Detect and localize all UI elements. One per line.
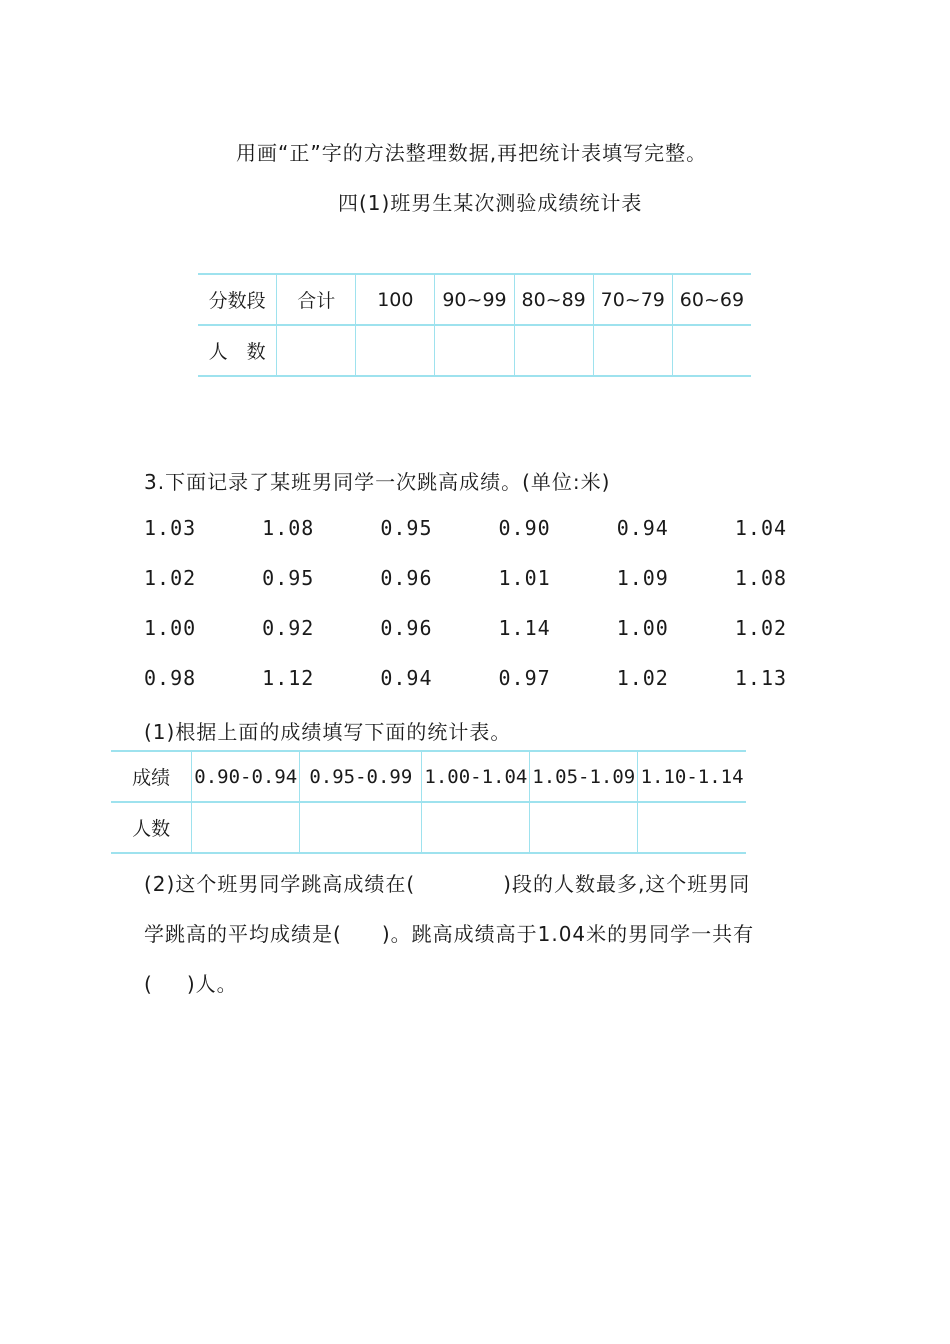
table1-row-label: 人 数: [198, 325, 277, 376]
table2-header-row: [111, 751, 746, 802]
table2-header-cell: 1.00-1.04: [422, 751, 530, 802]
data-value: 1.08: [734, 566, 788, 590]
table2-header-cell: 0.95-0.99: [300, 751, 422, 802]
data-value: 0.95: [380, 516, 433, 540]
q3-heading: 3.下面记录了某班男同学一次跳高成绩。(单位:米): [144, 470, 611, 494]
table1-blank-cell[interactable]: [435, 325, 514, 376]
q3-sub2-text: )段的人数最多,这个班男同: [503, 872, 751, 896]
data-value: 1.02: [616, 666, 669, 690]
data-value: 0.98: [144, 666, 197, 690]
jump-stat-table: [111, 750, 746, 854]
data-value: 1.03: [144, 516, 197, 540]
table2-blank-cell[interactable]: [530, 802, 638, 853]
q3-sub1: (1)根据上面的成绩填写下面的统计表。: [144, 720, 512, 744]
data-value: 1.12: [262, 666, 315, 690]
data-value: 1.09: [616, 566, 669, 590]
data-row: [144, 566, 787, 590]
table1-header-cell: 80~89: [514, 274, 593, 325]
table1-header-cell: 合计: [277, 274, 356, 325]
table2-blank-cell[interactable]: [422, 802, 530, 853]
score-stat-table: [198, 273, 751, 377]
table2-blank-cell[interactable]: [300, 802, 422, 853]
q3-sub2-text: )人。: [186, 972, 238, 996]
table1-blank-cell[interactable]: [356, 325, 435, 376]
data-value: 0.92: [262, 616, 315, 640]
data-value: 1.02: [734, 616, 788, 640]
data-value: 1.01: [498, 566, 551, 590]
data-value: 0.97: [498, 666, 551, 690]
q3-sub2-text: (: [144, 972, 153, 996]
data-value: 1.13: [734, 666, 788, 690]
table1-header-cell: 60~69: [672, 274, 751, 325]
data-value: 1.00: [616, 616, 669, 640]
table1-header-cell: 90~99: [435, 274, 514, 325]
data-value: 1.02: [144, 566, 197, 590]
data-value: 0.96: [380, 616, 433, 640]
table2-header-cell: 1.10-1.14: [638, 751, 746, 802]
data-row: [144, 616, 787, 640]
table1-header-cell: 100: [356, 274, 435, 325]
q3-sub2-text: (2)这个班男同学跳高成绩在(: [144, 872, 416, 896]
table2-blank-cell[interactable]: [192, 802, 300, 853]
data-row: [144, 666, 787, 690]
table1-title: 四(1)班男生某次测验成绩统计表: [338, 191, 643, 215]
q3-sub2-line2: [144, 918, 754, 947]
table2-header-cell: 1.05-1.09: [530, 751, 638, 802]
intro-instruction: 用画“正”字的方法整理数据,再把统计表填写完整。: [236, 141, 708, 165]
data-value: 1.00: [144, 616, 197, 640]
table1-blank-cell[interactable]: [514, 325, 593, 376]
table1-blank-cell[interactable]: [593, 325, 672, 376]
table1-header-cell: 分数段: [198, 274, 277, 325]
q3-sub2-line3: [144, 968, 238, 997]
data-value: 1.14: [498, 616, 551, 640]
table2-row-label: 人数: [111, 802, 192, 853]
table1-header-cell: 70~79: [593, 274, 672, 325]
data-value: 1.04: [734, 516, 788, 540]
data-value: 0.96: [380, 566, 433, 590]
table2-header-cell: 成绩: [111, 751, 192, 802]
table1-count-row: [198, 325, 751, 376]
data-value: 1.08: [262, 516, 315, 540]
data-row: [144, 516, 787, 540]
q3-sub2-text: )。跳高成绩高于1.04米的男同学一共有: [381, 922, 755, 946]
data-value: 0.95: [262, 566, 315, 590]
table2-header-cell: 0.90-0.94: [192, 751, 300, 802]
data-value: 0.90: [498, 516, 551, 540]
table2-blank-cell[interactable]: [638, 802, 746, 853]
table1-header-row: [198, 274, 751, 325]
table2-count-row: [111, 802, 746, 853]
data-value: 0.94: [616, 516, 669, 540]
q3-sub2-line1: [144, 868, 750, 897]
data-value: 0.94: [380, 666, 433, 690]
q3-sub2-text: 学跳高的平均成绩是(: [144, 922, 342, 946]
table1-blank-cell[interactable]: [277, 325, 356, 376]
table1-blank-cell[interactable]: [672, 325, 751, 376]
